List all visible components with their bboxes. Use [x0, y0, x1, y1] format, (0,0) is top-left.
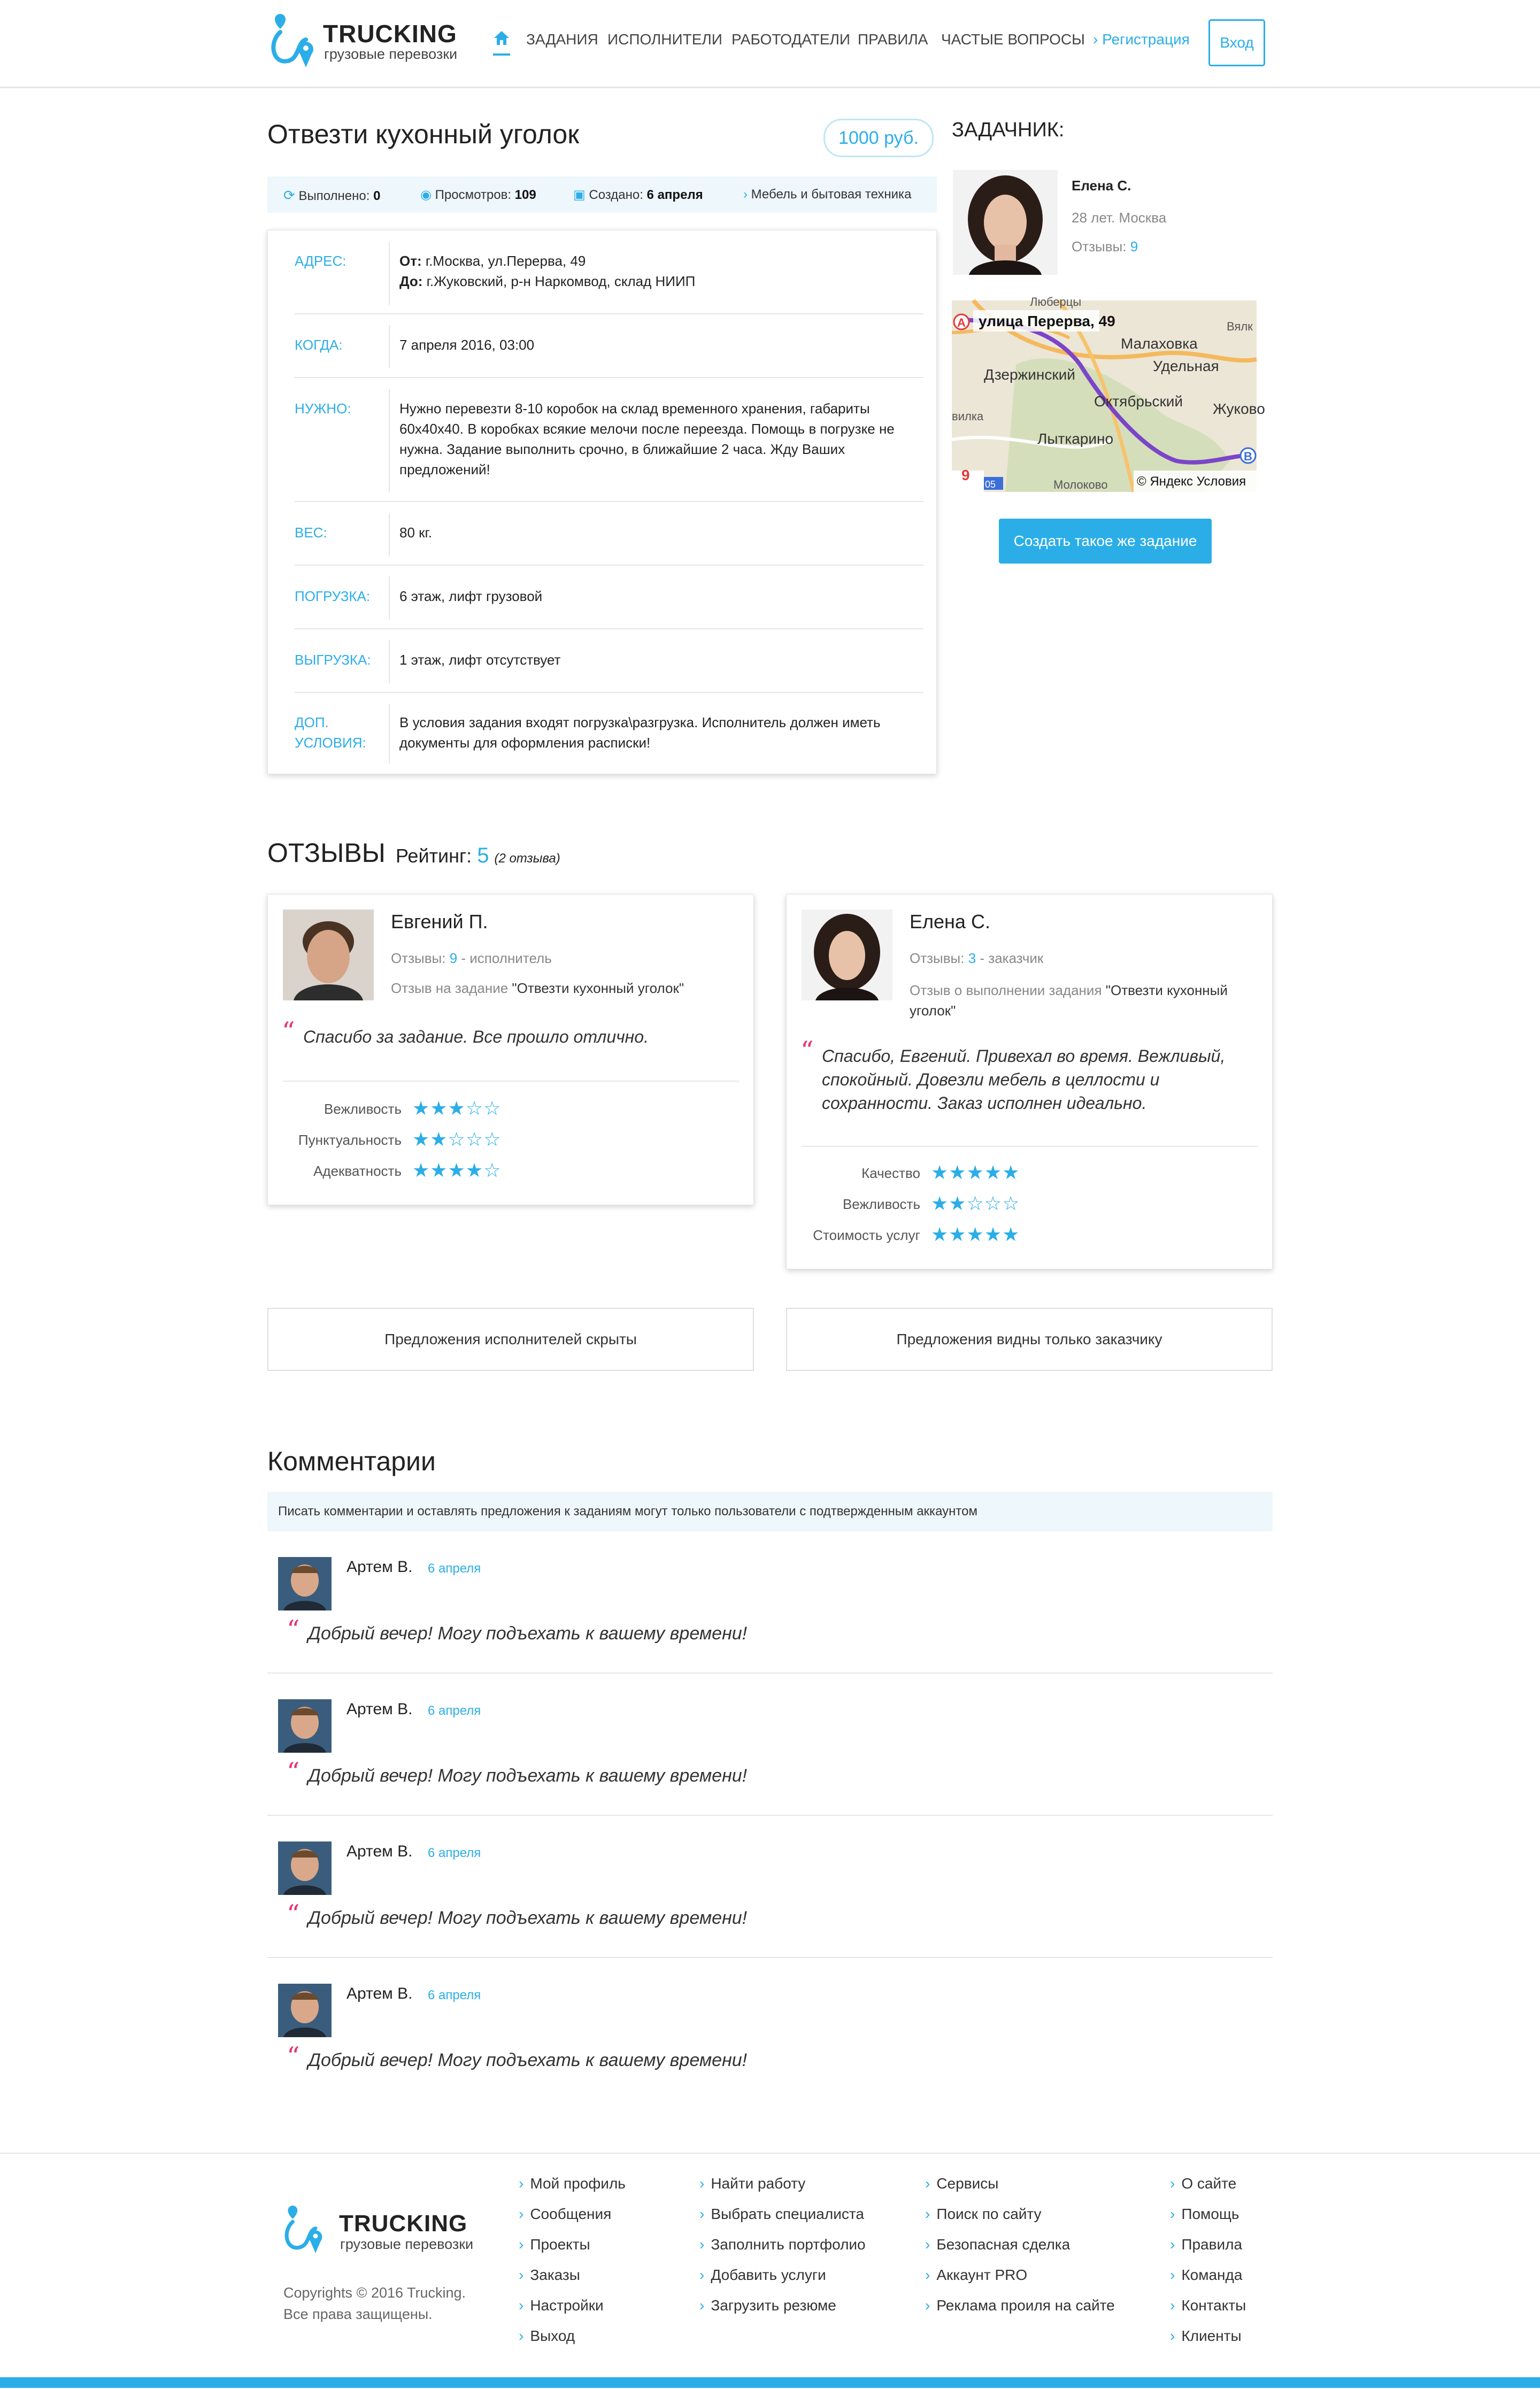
footer-link[interactable]: › Реклама проиля на сайте: [925, 2297, 1115, 2314]
comments-title: Комментарии: [267, 1446, 436, 1476]
map-label: 05: [985, 479, 996, 490]
quote-icon: “: [287, 1899, 300, 1929]
footer-link[interactable]: › Выход: [519, 2328, 575, 2344]
footer-logo-title[interactable]: TRUCKING: [339, 2210, 468, 2237]
offers-hidden-notice: Предложения исполнителей скрыты: [267, 1308, 754, 1371]
footer-link[interactable]: › Сервисы: [925, 2175, 999, 2192]
map-street-label: улица Перерва, 49: [979, 313, 1115, 329]
logo-subtitle: грузовые перевозки: [324, 46, 458, 62]
detail-value: Нужно перевезти 8-10 коробок на склад временного хранения, габариты 60х40х40. В коробках всякие мелочи после переезда. Помощь в погрузке не нужна. Задание выполнить срочно, в ближайшие 2 часа. Жду Ваших предложений!: [399, 400, 895, 477]
customer-avatar[interactable]: [953, 170, 1058, 275]
detail-label: ПОГРУЗКА:: [295, 588, 371, 604]
footer-link[interactable]: › Выбрать специалиста: [699, 2206, 864, 2222]
footer-link[interactable]: › Заказы: [519, 2267, 580, 2283]
chevron-right-icon: ›: [699, 2236, 705, 2253]
refresh-icon: ⟳: [283, 187, 295, 203]
logo-title[interactable]: TRUCKING: [323, 20, 457, 48]
map-label: Дзержинский: [984, 366, 1075, 383]
criterion-label: Вежливость: [842, 1196, 920, 1212]
comment-date: 6 апреля: [428, 1846, 481, 1860]
home-icon[interactable]: [493, 30, 510, 46]
map-label: Малаховка: [1121, 335, 1198, 352]
rating-stars: ★★★★☆: [412, 1159, 502, 1181]
footer-link[interactable]: › Контакты: [1170, 2297, 1246, 2314]
reviewer-name[interactable]: Елена С.: [910, 911, 990, 933]
criterion-label: Качество: [861, 1165, 920, 1181]
comment-date: 6 апреля: [428, 1988, 481, 2002]
footer-link[interactable]: › Заполнить портфолио: [699, 2236, 866, 2253]
rating-stars: ★★★★★: [931, 1223, 1020, 1245]
site-footer: [0, 2153, 1540, 2389]
footer-link[interactable]: › Мой профиль: [519, 2175, 626, 2192]
nav-tasks[interactable]: ЗАДАНИЯ: [526, 31, 598, 48]
comment-text: Добрый вечер! Могу подъехать к вашему времени!: [308, 1766, 748, 1786]
footer-copyright: Copyrights © 2016 Trucking. Все права защищены.: [283, 2285, 466, 2322]
comment-text: Добрый вечер! Могу подъехать к вашему времени!: [308, 1623, 748, 1644]
task-details-card: [267, 230, 937, 774]
map-logo-icon: 9: [961, 467, 970, 483]
detail-label: КОГДА:: [295, 337, 343, 353]
detail-row-unloading: [295, 628, 923, 693]
rating-stars: ★★☆☆☆: [412, 1128, 502, 1150]
quote-icon: “: [800, 1036, 814, 1066]
footer-link[interactable]: › Найти работу: [699, 2175, 806, 2192]
login-button[interactable]: Вход: [1208, 19, 1265, 66]
chevron-right-icon: ›: [699, 2206, 705, 2222]
customer-name[interactable]: Елена С.: [1072, 178, 1131, 194]
comment-author[interactable]: Артем В.: [346, 1700, 413, 1718]
footer-link[interactable]: › Поиск по сайту: [925, 2206, 1042, 2222]
chevron-right-icon: ›: [519, 2328, 524, 2344]
nav-faq[interactable]: ЧАСТЫЕ ВОПРОСЫ: [941, 31, 1085, 48]
quote-icon: “: [287, 1615, 300, 1645]
chevron-right-icon: ›: [1170, 2297, 1175, 2314]
chevron-right-icon: ›: [699, 2297, 705, 2314]
task-title: Отвезти кухонный уголок: [267, 119, 580, 149]
map-label: Октябрьский: [1094, 393, 1183, 410]
chevron-right-icon: ›: [1170, 2236, 1175, 2253]
rating-summary: Рейтинг: 5 (2 отзыва): [396, 844, 560, 867]
detail-label: ВЫГРУЗКА:: [295, 652, 371, 668]
nav-performers[interactable]: ИСПОЛНИТЕЛИ: [607, 31, 722, 48]
comment-author[interactable]: Артем В.: [346, 1558, 413, 1576]
chevron-right-icon: ›: [519, 2175, 524, 2192]
customer-heading: ЗАДАЧНИК:: [952, 119, 1065, 141]
rating-stars: ★★☆☆☆: [931, 1192, 1020, 1214]
comment-item: [267, 1815, 1273, 1958]
home-active-indicator: [493, 53, 510, 56]
rating-stars: ★★★★★: [931, 1161, 1020, 1183]
chevron-right-icon: ›: [925, 2297, 930, 2314]
map-marker-a: A: [957, 316, 966, 329]
commenter-avatar[interactable]: [278, 1841, 332, 1895]
meta-created: ▣ Создано: 6 апреля: [573, 188, 703, 202]
chevron-right-icon: ›: [1170, 2175, 1175, 2192]
chevron-right-icon: ›: [1093, 31, 1098, 48]
comment-date: 6 апреля: [428, 1704, 481, 1718]
footer-link[interactable]: › Проекты: [519, 2236, 590, 2253]
footer-column-work: [699, 2175, 866, 2328]
footer-link[interactable]: › Настройки: [519, 2297, 604, 2314]
review-about: Отзыв о выполнении задания "Отвезти кухонный уголок": [910, 982, 1228, 1019]
create-same-task-button[interactable]: Создать такое же задание: [999, 519, 1212, 564]
commenter-avatar[interactable]: [278, 1984, 332, 2037]
reviewer-avatar[interactable]: [283, 910, 374, 1000]
register-link[interactable]: › Регистрация: [1093, 31, 1190, 48]
comment-author[interactable]: Артем В.: [346, 1843, 413, 1860]
site-header: [0, 0, 1540, 88]
map-marker-b: B: [1244, 450, 1252, 463]
detail-row-address: [295, 230, 923, 314]
footer-link[interactable]: › Помощь: [1170, 2206, 1239, 2222]
reviewer-avatar[interactable]: [802, 910, 892, 1000]
review-quote: Спасибо за задание. Все прошло отлично.: [303, 1027, 649, 1046]
meta-done: ⟳ Выполнено: 0: [283, 187, 381, 203]
footer-link[interactable]: › Сообщения: [519, 2206, 612, 2222]
footer-column-services: [925, 2175, 1115, 2328]
criterion-label: Вежливость: [324, 1101, 402, 1117]
criterion-label: Пунктуальность: [298, 1132, 402, 1148]
footer-link[interactable]: › Аккаунт PRO: [925, 2267, 1028, 2283]
reviewer-name[interactable]: Евгений П.: [391, 911, 488, 933]
footer-column-account: [519, 2175, 626, 2358]
offers-owner-only-notice: Предложения видны только заказчику: [786, 1308, 1273, 1371]
chevron-right-icon: ›: [1170, 2206, 1175, 2222]
detail-row-weight: [295, 501, 923, 566]
divider: [283, 1081, 740, 1082]
criterion-label: Адекватность: [313, 1163, 402, 1179]
map-label: Жуково: [1213, 400, 1265, 417]
map-copyright[interactable]: © Яндекс Условия: [1137, 474, 1246, 489]
task-meta-bar: [267, 176, 937, 213]
chevron-right-icon: ›: [1170, 2328, 1175, 2344]
comment-text: Добрый вечер! Могу подъехать к вашему времени!: [308, 1908, 748, 1928]
calendar-icon: ▣: [573, 188, 586, 202]
comments-note: Писать комментарии и оставлять предложения к заданиям могут только пользователи с подтвержденным аккаунтом: [267, 1492, 1273, 1531]
meta-views: ◉ Просмотров: 109: [420, 188, 536, 202]
comment-item: [267, 1673, 1273, 1816]
footer-link[interactable]: › Команда: [1170, 2267, 1243, 2283]
footer-logo-icon[interactable]: [281, 2207, 324, 2255]
quote-icon: “: [287, 1757, 300, 1787]
nav-employers[interactable]: РАБОТОДАТЕЛИ: [732, 31, 851, 48]
chevron-right-icon: ›: [699, 2175, 705, 2192]
meta-category[interactable]: › Мебель и бытовая техника: [743, 187, 912, 202]
map-label: Молоково: [1053, 478, 1108, 491]
detail-value: В условия задания входят погрузка\разгрузка. Исполнитель должен иметь документы для оформления расписки!: [399, 714, 881, 751]
footer-link[interactable]: › Правила: [1170, 2236, 1243, 2253]
footer-column-about: [1170, 2175, 1246, 2358]
footer-logo-subtitle: грузовые перевозки: [340, 2236, 474, 2252]
footer-link[interactable]: › Добавить услуги: [699, 2267, 826, 2283]
detail-value: От: г.Москва, ул.Перерва, 49 До: г.Жуковский, р-н Наркомвод, склад НИИП: [399, 253, 696, 289]
footer-link[interactable]: › О сайте: [1170, 2175, 1237, 2192]
comment-item: [267, 1957, 1273, 2099]
map-label: Лыткарино: [1037, 430, 1114, 447]
chevron-right-icon: ›: [743, 187, 748, 202]
divider: [802, 1146, 1258, 1147]
detail-row-need: [295, 377, 923, 502]
criterion-label: Стоимость услуг: [813, 1227, 920, 1243]
reviewer-meta: Отзывы: 9 - исполнитель: [391, 950, 552, 966]
review-card: [786, 894, 1273, 1269]
chevron-right-icon: ›: [519, 2267, 524, 2283]
detail-label: НУЖНО:: [295, 400, 351, 417]
logo-icon[interactable]: [267, 16, 315, 70]
chevron-right-icon: ›: [1170, 2267, 1175, 2283]
detail-value: 7 апреля 2016, 03:00: [399, 337, 535, 353]
commenter-avatar[interactable]: [278, 1699, 332, 1753]
footer-link[interactable]: › Безопасная сделка: [925, 2236, 1071, 2253]
quote-icon: “: [282, 1016, 295, 1046]
chevron-right-icon: ›: [699, 2267, 705, 2283]
map-label: Удельная: [1153, 358, 1219, 374]
map-label: вилка: [952, 410, 984, 423]
chevron-right-icon: ›: [925, 2206, 930, 2222]
map-label: Вялк: [1227, 320, 1253, 333]
detail-value: 80 кг.: [399, 525, 433, 541]
rating-stars: ★★★☆☆: [412, 1097, 502, 1119]
comment-date: 6 апреля: [428, 1561, 481, 1576]
commenter-avatar[interactable]: [278, 1557, 332, 1610]
chevron-right-icon: ›: [519, 2206, 524, 2222]
review-card: [267, 894, 754, 1205]
chevron-right-icon: ›: [519, 2297, 524, 2314]
chevron-right-icon: ›: [519, 2236, 524, 2253]
detail-label: АДРЕС:: [295, 253, 346, 269]
detail-label: ВЕС:: [295, 525, 327, 541]
review-about: Отзыв на задание "Отвезти кухонный уголок": [391, 980, 684, 996]
chevron-right-icon: ›: [925, 2267, 930, 2283]
detail-row-extra: [295, 692, 923, 772]
footer-link[interactable]: › Клиенты: [1170, 2328, 1242, 2344]
quote-icon: “: [287, 2041, 300, 2071]
detail-row-loading: [295, 565, 923, 629]
map-label: Люберцы: [1030, 295, 1082, 309]
comment-author[interactable]: Артем В.: [346, 1985, 413, 2002]
comment-item: [267, 1530, 1273, 1674]
comment-text: Добрый вечер! Могу подъехать к вашему времени!: [308, 2050, 748, 2070]
customer-info: 28 лет. Москва: [1072, 210, 1167, 226]
detail-label: ДОП. УСЛОВИЯ:: [295, 714, 366, 751]
review-quote: Спасибо, Евгений. Привехал во время. Вежливый, спокойный. Довезли мебель в целлости и сохранности. Заказ исполнен идеально.: [822, 1046, 1226, 1113]
reviews-title: ОТЗЫВЫ: [267, 838, 386, 868]
footer-link[interactable]: › Загрузить резюме: [699, 2297, 836, 2314]
eye-icon: ◉: [420, 188, 432, 202]
nav-rules[interactable]: ПРАВИЛА: [858, 31, 928, 48]
chevron-right-icon: ›: [925, 2175, 930, 2192]
detail-row-when: [295, 313, 923, 378]
footer-accent-bar: [0, 2377, 1540, 2388]
reviewer-meta: Отзывы: 3 - заказчик: [910, 950, 1044, 966]
detail-value: 1 этаж, лифт отсутствует: [399, 652, 561, 668]
price-badge: 1000 руб.: [823, 119, 934, 157]
chevron-right-icon: ›: [925, 2236, 930, 2253]
detail-value: 6 этаж, лифт грузовой: [399, 588, 543, 604]
route-map[interactable]: [952, 295, 1265, 492]
customer-reviews[interactable]: Отзывы: 9: [1072, 238, 1138, 255]
